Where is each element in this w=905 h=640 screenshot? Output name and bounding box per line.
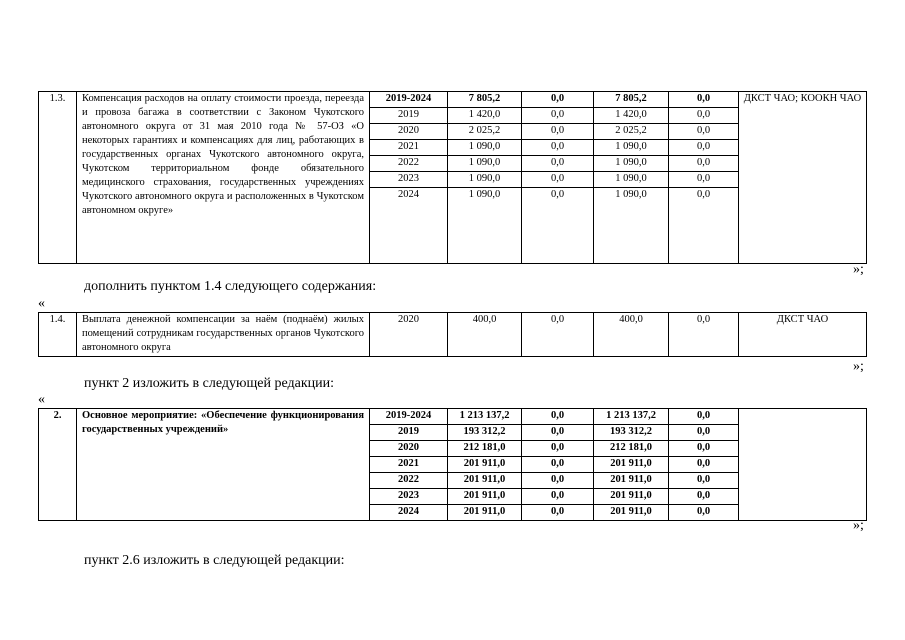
regional-cell: 201 911,0: [594, 473, 669, 489]
other-cell: 0,0: [669, 92, 739, 108]
federal-cell: 0,0: [522, 140, 594, 156]
item-description: Выплата денежной компенсации за наём (поднаём) жилых помещений сотрудникам государственных органов Чукотского автономного округа: [77, 313, 370, 357]
total-cell: 1 090,0: [448, 140, 522, 156]
total-cell: 1 090,0: [448, 172, 522, 188]
total-cell: 1 213 137,2: [448, 409, 522, 425]
other-cell: 0,0: [669, 489, 739, 505]
federal-cell: 0,0: [522, 172, 594, 188]
total-cell: 1 090,0: [448, 188, 522, 264]
total-cell: 201 911,0: [448, 505, 522, 521]
federal-cell: 0,0: [522, 92, 594, 108]
total-cell: 193 312,2: [448, 425, 522, 441]
federal-cell: 0,0: [522, 409, 594, 425]
regional-cell: 1 213 137,2: [594, 409, 669, 425]
paragraph-item-2-edit: пункт 2 изложить в следующей редакции:: [84, 376, 334, 391]
closing-quote: »;: [853, 359, 864, 374]
regional-cell: 1 420,0: [594, 108, 669, 124]
period-cell: 2019: [370, 108, 448, 124]
total-cell: 201 911,0: [448, 489, 522, 505]
regional-cell: 201 911,0: [594, 457, 669, 473]
regional-cell: 2 025,2: [594, 124, 669, 140]
other-cell: 0,0: [669, 425, 739, 441]
regional-cell: 400,0: [594, 313, 669, 357]
federal-cell: 0,0: [522, 473, 594, 489]
period-cell: 2019: [370, 425, 448, 441]
federal-cell: 0,0: [522, 108, 594, 124]
table-item-2: [38, 408, 867, 521]
period-cell: 2024: [370, 505, 448, 521]
period-cell: 2021: [370, 140, 448, 156]
other-cell: 0,0: [669, 124, 739, 140]
regional-cell: 193 312,2: [594, 425, 669, 441]
item-number: 2.: [39, 409, 77, 521]
regional-cell: 1 090,0: [594, 156, 669, 172]
total-cell: 212 181,0: [448, 441, 522, 457]
federal-cell: 0,0: [522, 156, 594, 172]
regional-cell: 1 090,0: [594, 140, 669, 156]
total-cell: 201 911,0: [448, 473, 522, 489]
total-cell: 2 025,2: [448, 124, 522, 140]
other-cell: 0,0: [669, 457, 739, 473]
other-cell: 0,0: [669, 172, 739, 188]
item-description: Основное мероприятие: «Обеспечение функционирования государственных учреждений»: [77, 409, 370, 521]
opening-quote: «: [38, 296, 45, 311]
other-cell: 0,0: [669, 441, 739, 457]
paragraph-item-2-6-edit: пункт 2.6 изложить в следующей редакции:: [84, 553, 345, 568]
regional-cell: 1 090,0: [594, 172, 669, 188]
other-cell: 0,0: [669, 409, 739, 425]
period-cell: 2023: [370, 489, 448, 505]
other-cell: 0,0: [669, 188, 739, 264]
period-cell: 2020: [370, 441, 448, 457]
regional-cell: 212 181,0: [594, 441, 669, 457]
other-cell: 0,0: [669, 313, 739, 357]
federal-cell: 0,0: [522, 489, 594, 505]
federal-cell: 0,0: [522, 188, 594, 264]
period-cell: 2022: [370, 156, 448, 172]
federal-cell: 0,0: [522, 124, 594, 140]
federal-cell: 0,0: [522, 313, 594, 357]
item-description: Компенсация расходов на оплату стоимости проезда, переезда и провоза багажа в соответствии с Законом Чукотского автономного округа от 31 мая 2010 года № 57-ОЗ «О некоторых гарантиях и компенсациях для лиц, работающих в государственных органах Чукотского автономного округа, Чукотском территориальном фонде обязательного медицинского страхования, государственных учреждениях Чукотского автономного округа и расположенных в Чукотском автономном округе»: [77, 92, 370, 264]
regional-cell: 1 090,0: [594, 188, 669, 264]
regional-cell: 201 911,0: [594, 489, 669, 505]
executor-cell: [739, 409, 867, 521]
paragraph-add-item-1-4: дополнить пунктом 1.4 следующего содержания:: [84, 279, 377, 294]
item-number: 1.3.: [39, 92, 77, 264]
period-cell: 2019-2024: [370, 409, 448, 425]
period-cell: 2023: [370, 172, 448, 188]
closing-quote: »;: [853, 518, 864, 533]
other-cell: 0,0: [669, 473, 739, 489]
other-cell: 0,0: [669, 108, 739, 124]
total-cell: 201 911,0: [448, 457, 522, 473]
other-cell: 0,0: [669, 156, 739, 172]
federal-cell: 0,0: [522, 505, 594, 521]
period-cell: 2024: [370, 188, 448, 264]
total-cell: 1 090,0: [448, 156, 522, 172]
executor-cell: ДКСТ ЧАО; КООКН ЧАО: [739, 92, 867, 264]
federal-cell: 0,0: [522, 457, 594, 473]
period-cell: 2020: [370, 124, 448, 140]
period-cell: 2022: [370, 473, 448, 489]
closing-quote: »;: [853, 262, 864, 277]
opening-quote: «: [38, 392, 45, 407]
table-row: [39, 409, 867, 425]
federal-cell: 0,0: [522, 425, 594, 441]
total-cell: 7 805,2: [448, 92, 522, 108]
period-cell: 2019-2024: [370, 92, 448, 108]
total-cell: 400,0: [448, 313, 522, 357]
federal-cell: 0,0: [522, 441, 594, 457]
item-number: 1.4.: [39, 313, 77, 357]
regional-cell: 201 911,0: [594, 505, 669, 521]
regional-cell: 7 805,2: [594, 92, 669, 108]
executor-cell: ДКСТ ЧАО: [739, 313, 867, 357]
other-cell: 0,0: [669, 505, 739, 521]
table-item-1-3: [38, 91, 867, 264]
table-row: [39, 92, 867, 108]
period-cell: 2021: [370, 457, 448, 473]
table-item-1-4: [38, 312, 867, 357]
period-cell: 2020: [370, 313, 448, 357]
total-cell: 1 420,0: [448, 108, 522, 124]
other-cell: 0,0: [669, 140, 739, 156]
